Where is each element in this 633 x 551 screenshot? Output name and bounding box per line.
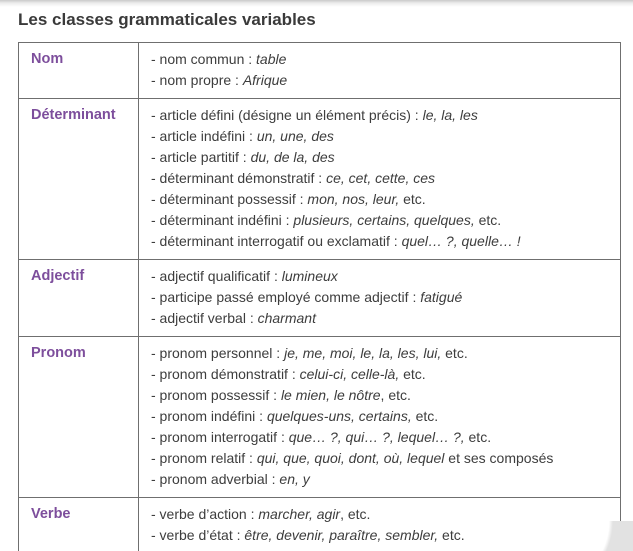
example-words: lumineux xyxy=(281,268,338,284)
line-text: , etc. xyxy=(380,387,411,403)
example-line xyxy=(151,266,608,287)
line-text: - article indéfini : xyxy=(151,128,257,144)
line-text: et ses composés xyxy=(444,450,554,466)
example-words: Afrique xyxy=(242,72,288,88)
grammar-table-body xyxy=(19,43,621,551)
examples-cell xyxy=(139,99,621,260)
line-text: - déterminant interrogatif ou exclamatif : xyxy=(151,233,402,249)
line-text: etc. xyxy=(464,429,492,445)
line-text: - nom commun : xyxy=(151,51,257,67)
example-line xyxy=(151,525,608,546)
class-label: Pronom xyxy=(19,337,139,498)
example-line xyxy=(151,364,608,385)
example-line xyxy=(151,427,608,448)
example-line xyxy=(151,385,608,406)
line-text: etc. xyxy=(438,527,465,543)
example-line xyxy=(151,504,608,525)
line-text: , etc. xyxy=(340,506,371,522)
line-text: - pronom personnel : xyxy=(151,345,285,361)
line-text: - verbe d’action : xyxy=(151,506,259,522)
example-words: en, y xyxy=(279,471,310,487)
line-text: etc. xyxy=(474,212,502,228)
example-words: le mien, le nôtre xyxy=(280,387,381,403)
examples-cell xyxy=(139,43,621,99)
example-line xyxy=(151,448,608,469)
example-words: charmant xyxy=(257,310,316,326)
table-row xyxy=(19,498,621,551)
line-text: - pronom relatif : xyxy=(151,450,257,466)
example-words: celui-ci, celle-là, xyxy=(299,366,400,382)
line-text: - adjectif verbal : xyxy=(151,310,258,326)
example-line xyxy=(151,343,608,364)
example-line xyxy=(151,287,608,308)
line-text: etc. xyxy=(441,345,468,361)
example-words: plusieurs, certains, quelques, xyxy=(293,212,475,228)
line-text: - participe passé employé comme adjectif : xyxy=(151,289,421,305)
line-text: - pronom démonstratif : xyxy=(151,366,300,382)
line-text: - verbe d’état : xyxy=(151,527,245,543)
example-words: un, une, des xyxy=(256,128,334,144)
line-text: etc. xyxy=(399,191,426,207)
example-words: ce, cet, cette, ces xyxy=(326,170,436,186)
example-line xyxy=(151,189,608,210)
line-text: - article partitif : xyxy=(151,149,251,165)
example-line xyxy=(151,105,608,126)
table-row xyxy=(19,337,621,498)
class-label: Nom xyxy=(19,43,139,99)
page-title: Les classes grammaticales variables xyxy=(18,10,316,29)
example-line xyxy=(151,49,608,70)
example-words: être, devenir, paraître, sembler, xyxy=(244,527,439,543)
examples-cell xyxy=(139,337,621,498)
example-words: table xyxy=(256,51,287,67)
line-text: etc. xyxy=(411,408,439,424)
line-text: - déterminant possessif : xyxy=(151,191,308,207)
line-text: etc. xyxy=(399,366,426,382)
example-line xyxy=(151,406,608,427)
table-row xyxy=(19,99,621,260)
example-words: que… ?, qui… ?, lequel… ?, xyxy=(288,429,465,445)
line-text: - pronom possessif : xyxy=(151,387,281,403)
example-line xyxy=(151,147,608,168)
table-row xyxy=(19,43,621,99)
line-text: - article défini (désigne un élément précis) : xyxy=(151,107,423,123)
example-words: fatigué xyxy=(420,289,463,305)
line-text: - pronom indéfini : xyxy=(151,408,267,424)
example-words: quel… ?, quelle… ! xyxy=(401,233,521,249)
example-words: du, de la, des xyxy=(250,149,335,165)
example-words: quelques-uns, certains, xyxy=(266,408,412,424)
example-words: mon, nos, leur, xyxy=(307,191,400,207)
example-line xyxy=(151,231,608,252)
table-row xyxy=(19,260,621,337)
line-text: - nom propre : xyxy=(151,72,243,88)
examples-cell xyxy=(139,260,621,337)
grammar-table xyxy=(18,42,621,551)
example-line xyxy=(151,126,608,147)
example-words: marcher, agir xyxy=(258,506,341,522)
line-text: - déterminant indéfini : xyxy=(151,212,294,228)
example-line xyxy=(151,308,608,329)
example-line xyxy=(151,210,608,231)
line-text: - pronom adverbial : xyxy=(151,471,280,487)
class-label: Déterminant xyxy=(19,99,139,260)
example-words: le, la, les xyxy=(422,107,478,123)
example-line xyxy=(151,168,608,189)
class-label: Verbe xyxy=(19,498,139,551)
example-words: je, me, moi, le, la, les, lui, xyxy=(284,345,442,361)
examples-cell xyxy=(139,498,621,551)
example-words: qui, que, quoi, dont, où, lequel xyxy=(256,450,445,466)
class-label: Adjectif xyxy=(19,260,139,337)
line-text: - déterminant démonstratif : xyxy=(151,170,327,186)
example-line xyxy=(151,70,608,91)
example-line xyxy=(151,469,608,490)
line-text: - pronom interrogatif : xyxy=(151,429,289,445)
line-text: - adjectif qualificatif : xyxy=(151,268,282,284)
